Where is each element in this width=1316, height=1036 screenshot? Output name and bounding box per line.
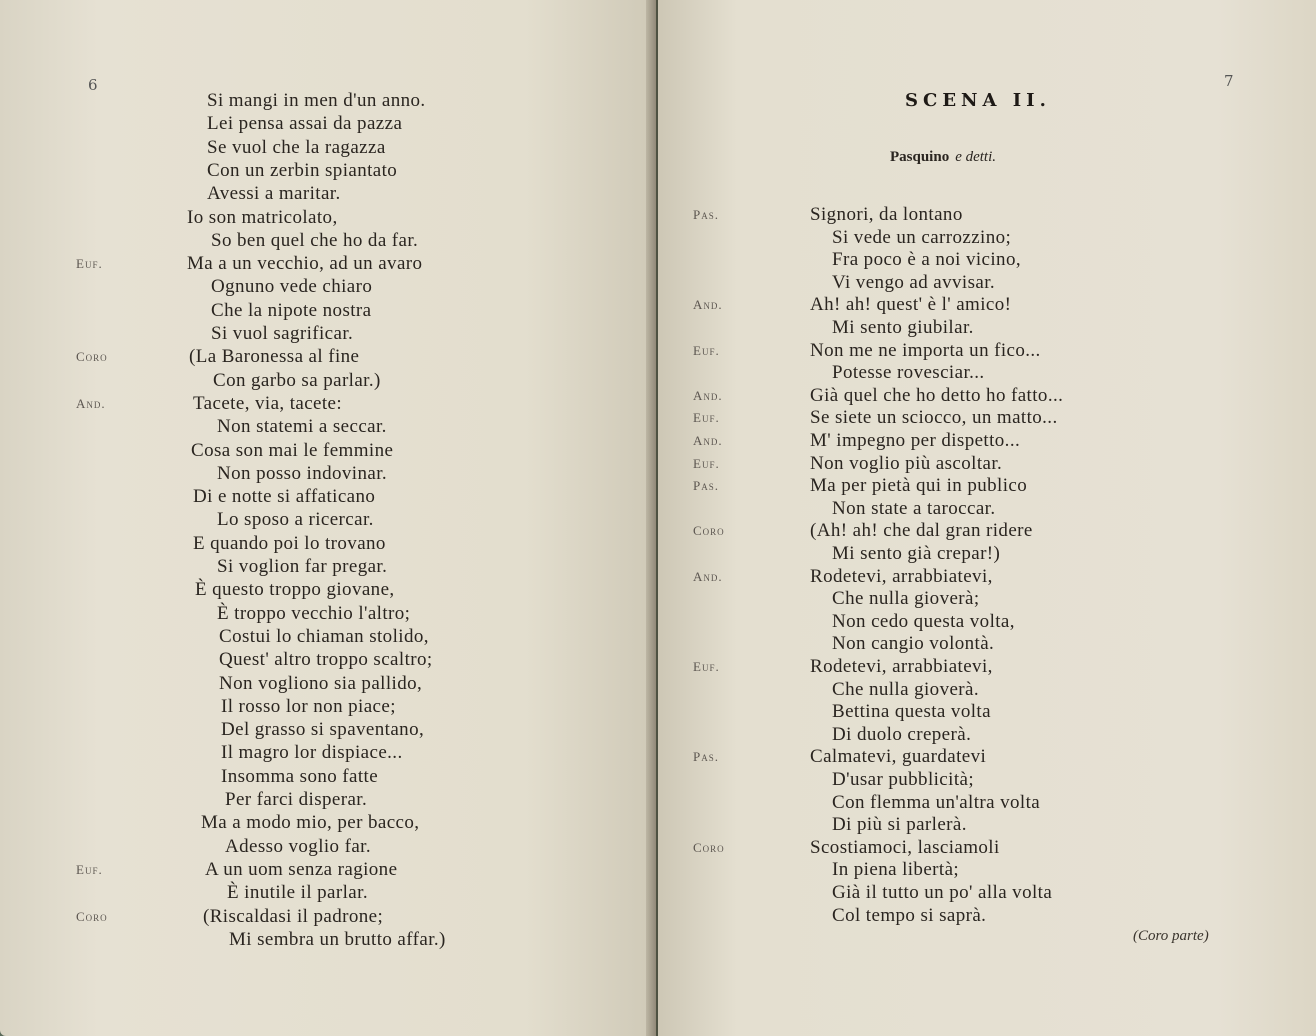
verse-line: Avessi a maritar. bbox=[207, 183, 341, 205]
verse-line: Lei pensa assai da pazza bbox=[207, 113, 403, 135]
verse-line: Si vuol sagrificar. bbox=[211, 323, 354, 344]
speaker-label: And. bbox=[693, 297, 723, 313]
speaker-label: Coro bbox=[76, 908, 108, 924]
verse-line: Scostiamoci, lasciamoli bbox=[810, 836, 1000, 858]
verse-line: Ma a un vecchio, ad un avaro bbox=[187, 253, 423, 275]
left-page bbox=[0, 0, 656, 1036]
speaker-label: Euf. bbox=[693, 342, 720, 358]
verse-line: Vi vengo ad avvisar. bbox=[832, 271, 996, 293]
verse-line: Ma a modo mio, per bacco, bbox=[201, 812, 420, 834]
speaker-label: And. bbox=[693, 568, 723, 584]
speaker-label: Euf. bbox=[693, 410, 720, 426]
speaker-label: Coro bbox=[76, 349, 108, 365]
verse-line: Insomma sono fatte bbox=[221, 765, 379, 787]
verse-line: Di e notte si affaticano bbox=[193, 486, 376, 508]
verse-line: Lo sposo a ricercar. bbox=[217, 509, 374, 531]
verse-line: Tacete, via, tacete: bbox=[193, 392, 343, 414]
verse-line: Ognuno vede chiaro bbox=[211, 276, 373, 298]
verse-line: M' impegno per dispetto... bbox=[810, 430, 1021, 451]
verse-line: In piena libertà; bbox=[832, 859, 960, 881]
verse-line: Costui lo chiaman stolido, bbox=[219, 625, 429, 647]
verse-line: Che nulla gioverà. bbox=[832, 678, 980, 700]
verse-line: (La Baronessa al fine bbox=[189, 346, 360, 368]
speaker-label: And. bbox=[693, 433, 723, 448]
verse-line: Non vogliono sia pallido, bbox=[219, 672, 423, 694]
verse-line: Potesse rovesciar... bbox=[832, 362, 985, 384]
verse-line: Si mangi in men d'un anno. bbox=[207, 90, 426, 111]
verse-line: Non posso indovinar. bbox=[217, 462, 388, 484]
verse-line: A un uom senza ragione bbox=[205, 858, 398, 880]
verse-line: Mi sembra un brutto affar.) bbox=[229, 928, 446, 950]
speaker-label: Euf. bbox=[76, 256, 103, 272]
scene-character: Pasquino bbox=[890, 149, 950, 165]
verse-line: Se siete un sciocco, un matto... bbox=[810, 407, 1058, 429]
verse-line: Non me ne importa un fico... bbox=[810, 339, 1041, 361]
speaker-label: Coro bbox=[693, 523, 725, 539]
verse-line: Rodetevi, arrabbiatevi, bbox=[810, 565, 993, 587]
verse-line: Si voglion far pregar. bbox=[217, 556, 388, 577]
speaker-label: Pas. bbox=[693, 749, 719, 765]
verse-line: E quando poi lo trovano bbox=[193, 532, 386, 554]
verse-line: Io son matricolato, bbox=[187, 206, 338, 228]
verse-line: Signori, da lontano bbox=[810, 204, 963, 225]
stage-direction: (Coro parte) bbox=[1133, 928, 1209, 944]
page-number-right: 7 bbox=[1224, 72, 1234, 90]
page-number-left: 6 bbox=[88, 76, 98, 94]
speaker-label: And. bbox=[76, 395, 106, 411]
verse-line: Già quel che ho detto ho fatto... bbox=[810, 384, 1064, 406]
verse-line: Il rosso lor non piace; bbox=[221, 695, 396, 717]
verse-line: Per farci disperar. bbox=[225, 789, 368, 810]
verse-line: Adesso voglio far. bbox=[225, 835, 371, 857]
verse-line: D'usar pubblicità; bbox=[832, 769, 975, 790]
speaker-label: Euf. bbox=[693, 455, 720, 471]
speaker-label: Coro bbox=[693, 839, 725, 855]
speaker-label: Pas. bbox=[693, 478, 719, 494]
verse-line: È troppo vecchio l'altro; bbox=[217, 602, 411, 624]
verse-line: Calmatevi, guardatevi bbox=[810, 746, 987, 768]
speaker-label: Pas. bbox=[693, 207, 719, 222]
scene-title: SCENA II. bbox=[905, 90, 1051, 111]
verse-line: Mi sento giubilar. bbox=[832, 317, 974, 338]
verse-line: (Riscaldasi il padrone; bbox=[203, 905, 384, 927]
verse-line: Che la nipote nostra bbox=[211, 299, 372, 321]
verse-line: Con garbo sa parlar.) bbox=[213, 369, 381, 391]
verse-line: Con flemma un'altra volta bbox=[832, 791, 1041, 813]
verse-line: Con un zerbin spiantato bbox=[207, 159, 398, 181]
verse-line: Non cedo questa volta, bbox=[832, 610, 1015, 632]
speaker-label: Euf. bbox=[76, 861, 103, 877]
verse-line: Non state a taroccar. bbox=[832, 497, 996, 519]
verse-line: Di duolo creperà. bbox=[832, 723, 972, 745]
verse-line: Bettina questa volta bbox=[832, 701, 991, 723]
scene-others: e detti. bbox=[955, 149, 997, 165]
verse-line: Non voglio più ascoltar. bbox=[810, 452, 1003, 474]
verse-line: Che nulla gioverà; bbox=[832, 588, 980, 610]
verse-line: Non cangio volontà. bbox=[832, 633, 995, 655]
verse-line: Ah! ah! quest' è l' amico! bbox=[810, 294, 1012, 316]
verse-line: Col tempo si saprà. bbox=[832, 904, 987, 926]
verse-line: (Ah! ah! che dal gran ridere bbox=[810, 520, 1033, 542]
verse-line: Del grasso si spaventano, bbox=[221, 719, 425, 741]
scene-subtitle bbox=[890, 149, 996, 166]
verse-line: Se vuol che la ragazza bbox=[207, 136, 386, 158]
verse-line: Il magro lor dispiace... bbox=[221, 742, 403, 764]
verse-line: È inutile il parlar. bbox=[227, 882, 368, 904]
speaker-label: Euf. bbox=[693, 659, 720, 674]
verse-line: Già il tutto un po' alla volta bbox=[832, 882, 1053, 903]
verse-line: Si vede un carrozzino; bbox=[832, 226, 1012, 248]
verse-line: Mi sento già crepar!) bbox=[832, 543, 1001, 564]
verse-line: Di più si parlerà. bbox=[832, 814, 967, 836]
verse-line: Non statemi a seccar. bbox=[217, 416, 387, 438]
verse-line: Fra poco è a noi vicino, bbox=[832, 249, 1021, 271]
verse-line: Ma per pietà qui in publico bbox=[810, 475, 1028, 497]
verse-line: È questo troppo giovane, bbox=[195, 579, 395, 601]
verse-line: So ben quel che ho da far. bbox=[211, 229, 419, 251]
verse-line: Rodetevi, arrabbiatevi, bbox=[810, 656, 993, 677]
verse-line: Cosa son mai le femmine bbox=[191, 439, 394, 461]
verse-line: Quest' altro troppo scaltro; bbox=[219, 649, 433, 671]
speaker-label: And. bbox=[693, 387, 723, 403]
